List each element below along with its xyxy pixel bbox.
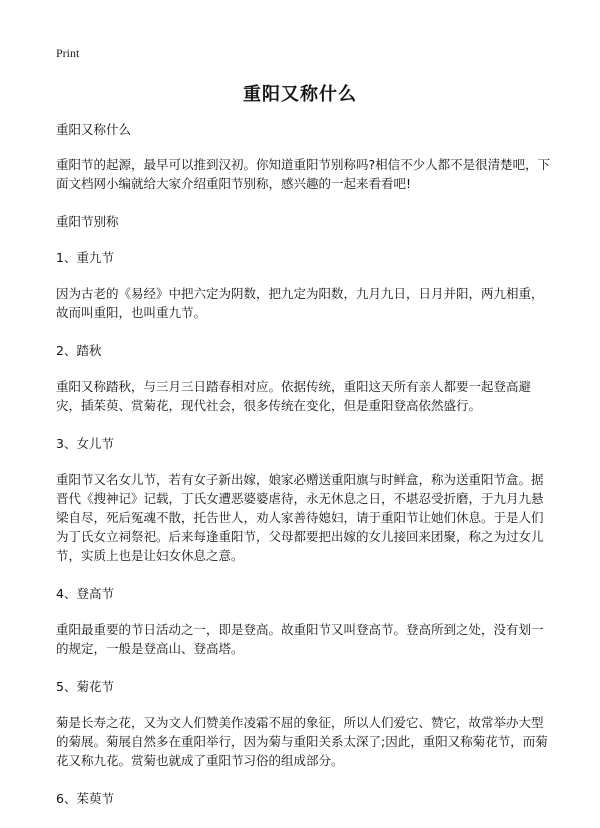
section-paragraph: 重阳又称踏秋，与三月三日踏春相对应。依据传统，重阳这天所有亲人都要一起登高避灾，插茱萸、赏菊花，现代社会，很多传统在变化，但是重阳登高依然盛行。 [56,379,532,413]
section-paragraph: 重阳最重要的节日活动之一，即是登高。故重阳节又叫登高节。登高所到之处，没有划一的规定，一般是登高山、登高塔。 [56,622,544,656]
section-paragraph: 菊是长寿之花，又为文人们赞美作凌霜不屈的象征，所以人们爱它、赞它，故常举办大型的菊展。菊展自然多在重阳举行，因为菊与重阳关系太深了;因此，重阳又称菊花节，而菊花又称九花。赏菊也就成了重阳节习俗的组成部分。 [56,715,548,768]
section-heading: 6、茱萸节 [56,791,114,806]
section-paragraph: 因为古老的《易经》中把六定为阴数，把九定为阳数，九月九日，日月并阳，两九相重，故而叫重阳，也叫重九节。 [56,286,544,320]
section-heading: 1、重九节 [56,250,114,265]
article-body [56,120,552,825]
print-link[interactable]: Print [56,46,80,60]
section-paragraph: 重阳节又名女儿节，若有女子新出嫁，娘家必赠送重阳旗与时鲜盒，称为送重阳节盒。据晋代《搜神记》记载，丁氏女遭恶婆婆虐待，永无休息之日，不堪忍受折磨，于九月九悬梁自尽，死后冤魂不散，托告世人，劝人家善待媳妇，请于重阳节让她们休息。于是人们为丁氏女立祠祭祀。后来每逢重阳节，父母都要把出嫁的女儿接回来团聚，称之为过女儿节，实质上也是让妇女休息之意。 [56,472,544,563]
intro-paragraph: 重阳节的起源，最早可以推到汉初。你知道重阳节别称吗?相信不少人都不是很清楚吧，下面文档网小编就给大家介绍重阳节别称，感兴趣的一起来看看吧! [56,157,551,191]
section-title: 重阳节别称 [56,214,119,229]
section-heading: 5、菊花节 [56,679,114,694]
page-title: 重阳又称什么 [243,84,357,105]
article-subtitle: 重阳又称什么 [56,122,132,137]
section-heading: 3、女儿节 [56,436,114,451]
section-heading: 4、登高节 [56,586,114,601]
section-heading: 2、踏秋 [56,343,102,358]
